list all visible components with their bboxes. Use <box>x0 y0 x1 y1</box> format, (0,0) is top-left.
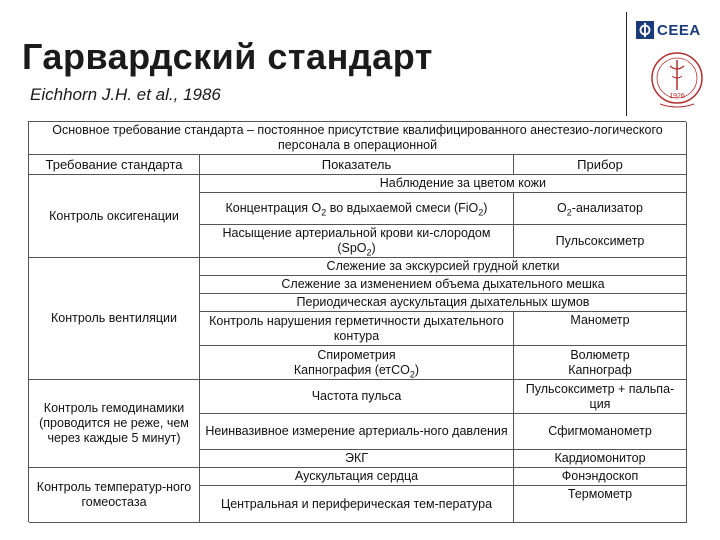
device-volumeter: Волюметр <box>570 347 630 362</box>
row-spirometry-capnography <box>200 346 514 380</box>
group-hemodynamics: Контроль гемодинамики (проводится не реже, чем через каждые 5 минут) <box>29 380 200 468</box>
group-temperature: Контроль температур-ного гомеостаза <box>29 468 200 523</box>
citation: Eichhorn J.H. et al., 1986 <box>30 85 221 104</box>
row-breath-auscultation: Периодическая аускультация дыхательных шумов <box>200 294 687 312</box>
device-pulse-palpation: Пульсоксиметр + пальпа-ция <box>514 380 687 414</box>
ceea-logo <box>636 17 712 43</box>
page-title: Гарвардский стандарт <box>22 36 433 77</box>
row-spirometry: Спирометрия <box>317 347 396 362</box>
device-sphygmomanometer: Сфигмоманометр <box>514 414 687 450</box>
row-fio2: Концентрация $O_2$ во вдыхаемой смеси (FiO$_2$) <box>200 193 514 225</box>
device-thermometer: Термометр <box>514 486 687 523</box>
group-ventilation: Контроль вентиляции <box>29 258 200 380</box>
row-bag-volume: Слежение за изменением объема дыхательного мешка <box>200 276 687 294</box>
header-device: Прибор <box>514 155 687 175</box>
device-o2-analyzer: $O_2$-анализатор <box>514 193 687 225</box>
header-indicator: Показатель <box>200 155 514 175</box>
device-pulse-oximeter: Пульсоксиметр <box>514 225 687 258</box>
row-heart-auscultation: Аускультация сердца <box>200 468 514 486</box>
row-temperature: Центральная и периферическая тем-пература <box>200 486 514 523</box>
row-pulse-rate: Частота пульса <box>200 380 514 414</box>
row-ecg: ЭКГ <box>200 450 514 468</box>
header-divider <box>626 12 627 116</box>
header-requirement: Требование стандарта <box>29 155 200 175</box>
device-manometer: Манометр <box>514 312 687 346</box>
seal-year: 1926 <box>669 93 685 100</box>
row-capnography: Капнография (етCO$_2$) <box>293 362 420 379</box>
device-phonendoscope: Фонэндоскоп <box>514 468 687 486</box>
device-capnograph: Капнограф <box>568 362 632 377</box>
group-oxygenation: Контроль оксигенации <box>29 175 200 258</box>
standard-table <box>28 121 686 522</box>
row-chest-excursion: Слежение за экскурсией грудной клетки <box>200 258 687 276</box>
society-seal-icon <box>648 50 706 110</box>
device-cardiomonitor: Кардиомонитор <box>514 450 687 468</box>
ceea-logo-icon <box>636 21 654 39</box>
row-circuit-leak: Контроль нарушения герметичности дыхательного контура <box>200 312 514 346</box>
logo-text: CEEA <box>657 21 701 39</box>
standard-requirement: Основное требование стандарта – постоянное присутствие квалифицированного анестезио-логического персонала в операционной <box>29 122 687 155</box>
row-nibp: Неинвазивное измерение артериаль-ного давления <box>200 414 514 450</box>
row-spo2: Насыщение артериальной крови ки-слородом (SpO$_2$) <box>200 225 514 258</box>
row-skin-color: Наблюдение за цветом кожи <box>200 175 687 193</box>
device-volumeter-capnograph <box>514 346 687 380</box>
